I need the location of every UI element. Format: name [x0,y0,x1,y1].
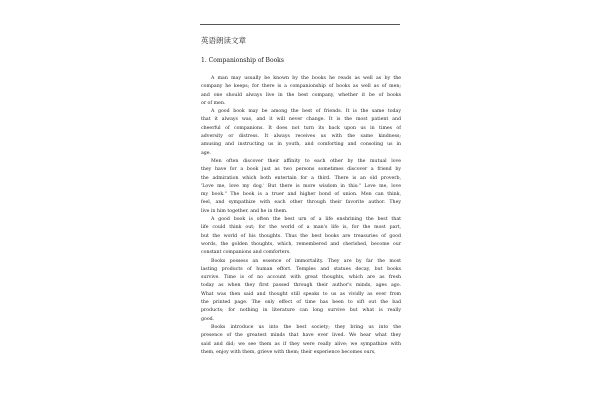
text-line: today as when they first passed through their author's minds, ages ago. [201,283,401,289]
text-line: company he keeps; for there is a companionship of books as well as of men; [201,84,401,90]
text-line: Books introduce us into the best society; they bring us into the [211,324,401,330]
text-line: products; for nothing in literature can long survive but what is really [201,308,401,314]
text-line: them, enjoy with them, grieve with them; their experience becomes ours, [201,349,376,355]
text-line: A good book may be among the best of friends. It is the same today [211,109,401,115]
text-line: lasting products of human effort. Temples and statues decay, but books [201,266,401,272]
text-line: feel, and sympathize with each other through their favorite author. They [201,200,401,206]
text-line: constant companions and comforters. [201,250,291,256]
text-line: presence of the greatest minds that have ever lived. We hear what they [201,333,401,339]
text-line: Men often discover their affinity to each other by the mutual love [211,158,401,164]
top-rule [200,24,400,25]
text-line: adversity or distress. It always receives us with the same kindness; [201,134,401,140]
text-line: my book." The book is a truer and higher bond of union. Men can think, [201,192,401,198]
text-line: What was then said and thought still speaks to us as vividly as ever from [201,291,401,297]
text-line: words, the golden thoughts, which, remembered and cherished, become our [201,241,401,247]
text-line: Books possess an essence of immortality. They are by far the most [211,258,401,264]
text-line: said and did; we see them as if they were really alive; we sympathize with [201,341,401,347]
text-line: live in him together, and he in them. [201,208,288,214]
section-heading: 1. Companionship of Books [201,57,284,64]
text-line: the printed page. The only effect of time has been to sift out the bad [201,300,401,306]
text-line: survive. Time is of no account with great thoughts, which are as fresh [201,275,401,281]
text-line: A man may usually be known by the books he reads as well as by the [211,76,401,81]
text-line: cheerful of companions. It does not turn its back upon us in times of [201,125,401,131]
paragraph [201,158,401,216]
text-line: life could think out; for the world of a man's life is, for the most part, [201,225,401,231]
article-body [201,75,401,357]
paragraph [201,75,401,108]
text-line: 'Love me, love my dog.' But there is more wisdom in this:" Love me, love [201,183,401,189]
text-line: A good book is often the best urn of a life enshrining the best that [211,217,401,223]
text-line: they have for a book just as two persons sometimes discover a friend by [201,167,401,173]
text-line: the admiration which both entertain for a third. There is an old proverb, [201,175,401,181]
text-line: amusing and instructing us in youth, and comforting and consoling us in [201,142,401,148]
text-line: but the world of his thoughts. Thus the best books are treasuries of good [201,233,401,239]
paragraph [201,258,401,324]
text-line: and one should always live in the best company, whether it be of books [201,92,401,98]
text-line: good. [201,316,215,322]
paragraph [201,108,401,158]
text-line: that it always was, and it will never change. It is the most patient and [201,117,401,123]
paragraph [201,216,401,257]
paragraph [201,324,401,357]
text-line: age. [201,150,212,156]
text-line: or of men. [201,100,226,106]
document-title: 英语朗读文章 [201,36,246,45]
